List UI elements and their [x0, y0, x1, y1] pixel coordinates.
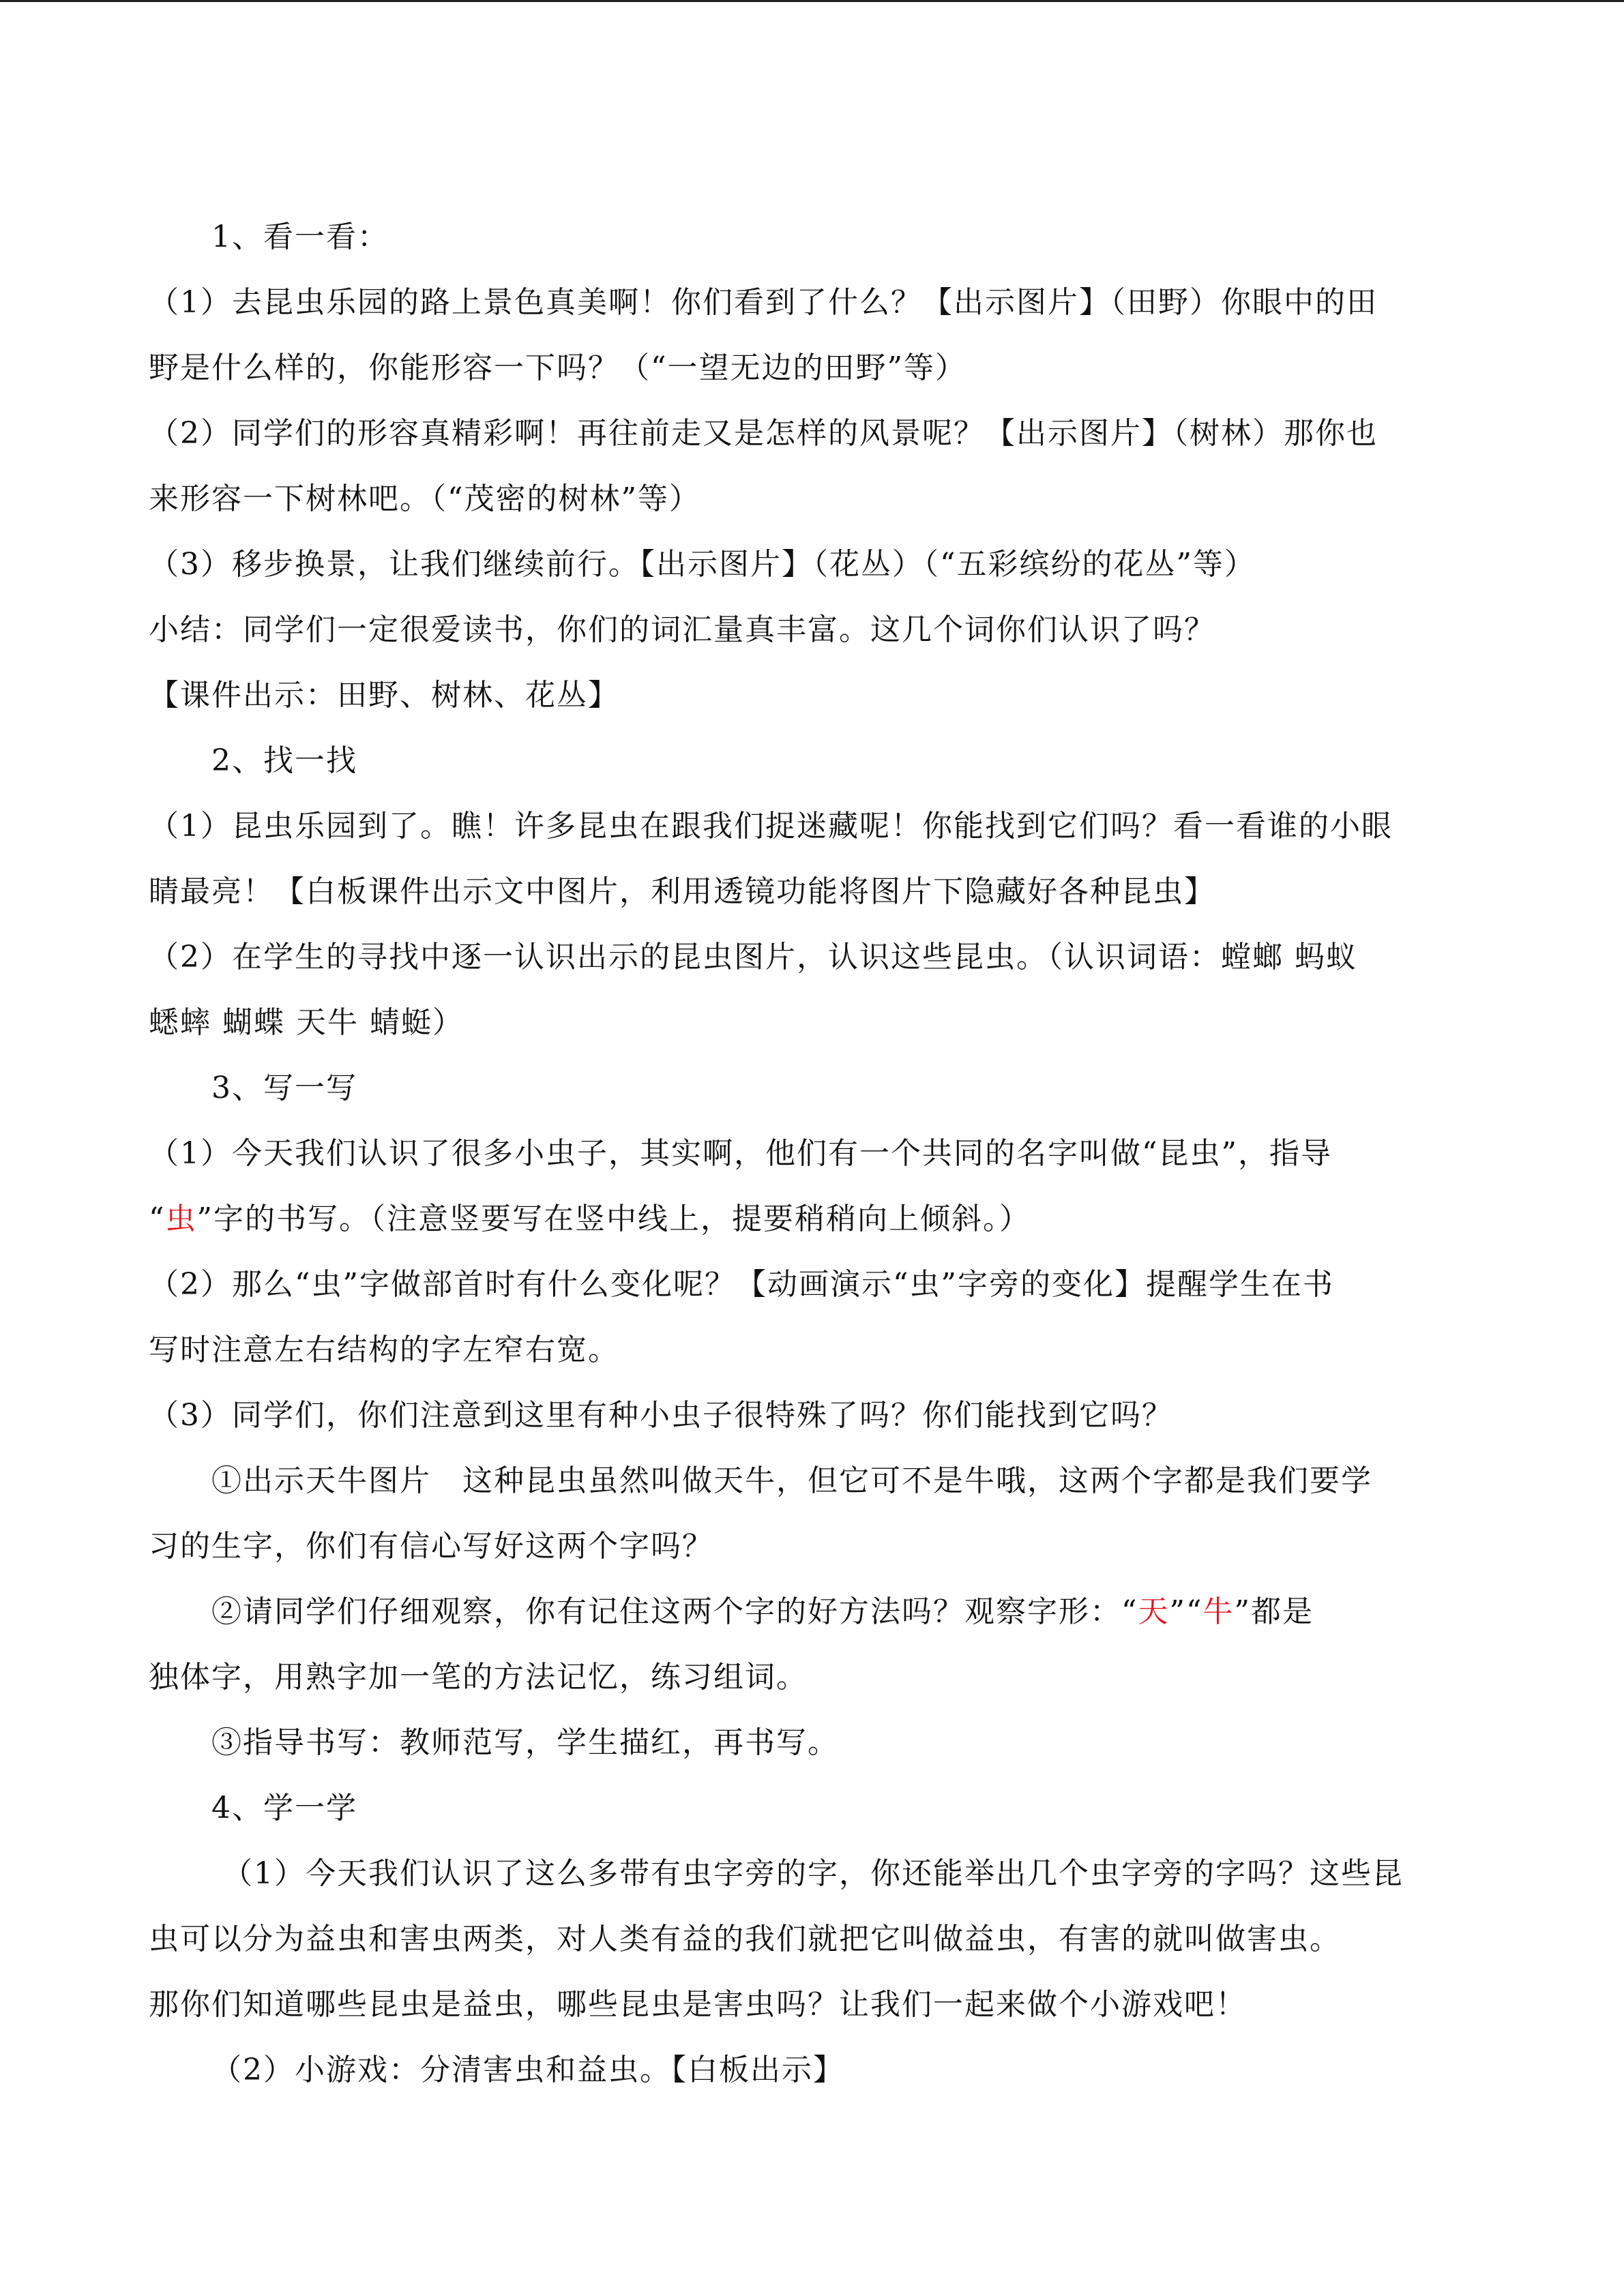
text-line: 【课件出示：田野、树林、花丛】	[149, 678, 619, 713]
text-line: 3、写一写	[211, 1071, 357, 1105]
text-line: （3）同学们，你们注意到这里有种小虫子很特殊了吗？你们能找到它吗？	[149, 1398, 1173, 1433]
text-line: （3）移步换景，让我们继续前行。【出示图片】（花丛）（“五彩缤纷的花丛”等）	[149, 547, 1256, 582]
text-line: （2）同学们的形容真精彩啊！再往前走又是怎样的风景呢？【出示图片】（树林）那你也	[149, 416, 1378, 451]
text-line: （1）昆虫乐园到了。瞧！许多昆虫在跟我们捉迷藏呢！你能找到它们吗？看一看谁的小眼	[149, 809, 1393, 844]
text-line: 来形容一下树林吧。（“茂密的树林”等）	[149, 481, 700, 516]
highlighted-character: 天	[1138, 1594, 1170, 1629]
text-line: 习的生字，你们有信心写好这两个字吗？	[149, 1529, 713, 1564]
text-segment: ②请同学们仔细观察，你有记住这两个字的好方法吗？观察字形：“	[211, 1594, 1138, 1629]
text-line	[149, 1579, 1445, 1645]
text-line: （1）今天我们认识了很多小虫子，其实啊，他们有一个共同的名字叫做“昆虫”，指导	[149, 1136, 1332, 1171]
text-line: ①出示天牛图片 这种昆虫虽然叫做天牛，但它可不是牛哦，这两个字都是我们要学	[211, 1463, 1372, 1498]
text-line: （1）去昆虫乐园的路上景色真美啊！你们看到了什么？【出示图片】（田野）你眼中的田	[149, 285, 1378, 320]
text-line: 独体字，用熟字加一笔的方法记忆，练习组词。	[149, 1660, 808, 1695]
text-line: （1）今天我们认识了这么多带有虫字旁的字，你还能举出几个虫字旁的字吗？这些昆	[222, 1856, 1404, 1891]
text-segment: ”都是	[1234, 1594, 1314, 1629]
text-line: 写时注意左右结构的字左窄右宽。	[149, 1332, 619, 1367]
text-line: 虫可以分为益虫和害虫两类，对人类有益的我们就把它叫做益虫，有害的就叫做害虫。	[149, 1922, 1341, 1956]
text-line: 蟋蟀 蝴蝶 天牛 蜻蜓）	[149, 1005, 464, 1040]
text-segment: ”字的书写。（注意竖要写在竖中线上，提要稍稍向上倾斜。）	[196, 1202, 1031, 1236]
text-line: 2、找一找	[211, 743, 357, 778]
text-line: 那你们知道哪些昆虫是益虫，哪些昆虫是害虫吗？让我们一起来做个小游戏吧！	[149, 1987, 1247, 2022]
document-body	[149, 205, 1445, 2103]
highlighted-character: 牛	[1202, 1594, 1235, 1629]
text-line	[149, 1187, 1445, 1252]
text-line: ③指导书写：教师范写，学生描红，再书写。	[211, 1725, 839, 1760]
text-line: 4、学一学	[211, 1791, 357, 1825]
highlighted-character: 虫	[165, 1202, 197, 1236]
text-line: 睛最亮！【白板课件出示文中图片，利用透镜功能将图片下隐藏好各种昆虫】	[149, 874, 1215, 909]
text-line: 1、看一看：	[211, 220, 389, 254]
text-line: 野是什么样的，你能形容一下吗？（“一望无边的田野”等）	[149, 351, 966, 385]
text-line: 小结：同学们一定很爱读书，你们的词汇量真丰富。这几个词你们认识了吗？	[149, 612, 1215, 647]
text-line: （2）在学生的寻找中逐一认识出示的昆虫图片，认识这些昆虫。（认识词语：螳螂 蚂蚁	[149, 940, 1357, 974]
text-line: （2）那么“虫”字做部首时有什么变化呢？【动画演示“虫”字旁的变化】提醒学生在书	[149, 1267, 1334, 1302]
top-border	[0, 0, 1624, 2]
text-segment: ”“	[1169, 1594, 1203, 1629]
text-line: （2）小游戏：分清害虫和益虫。【白板出示】	[211, 2053, 844, 2087]
text-segment: “	[149, 1202, 166, 1236]
